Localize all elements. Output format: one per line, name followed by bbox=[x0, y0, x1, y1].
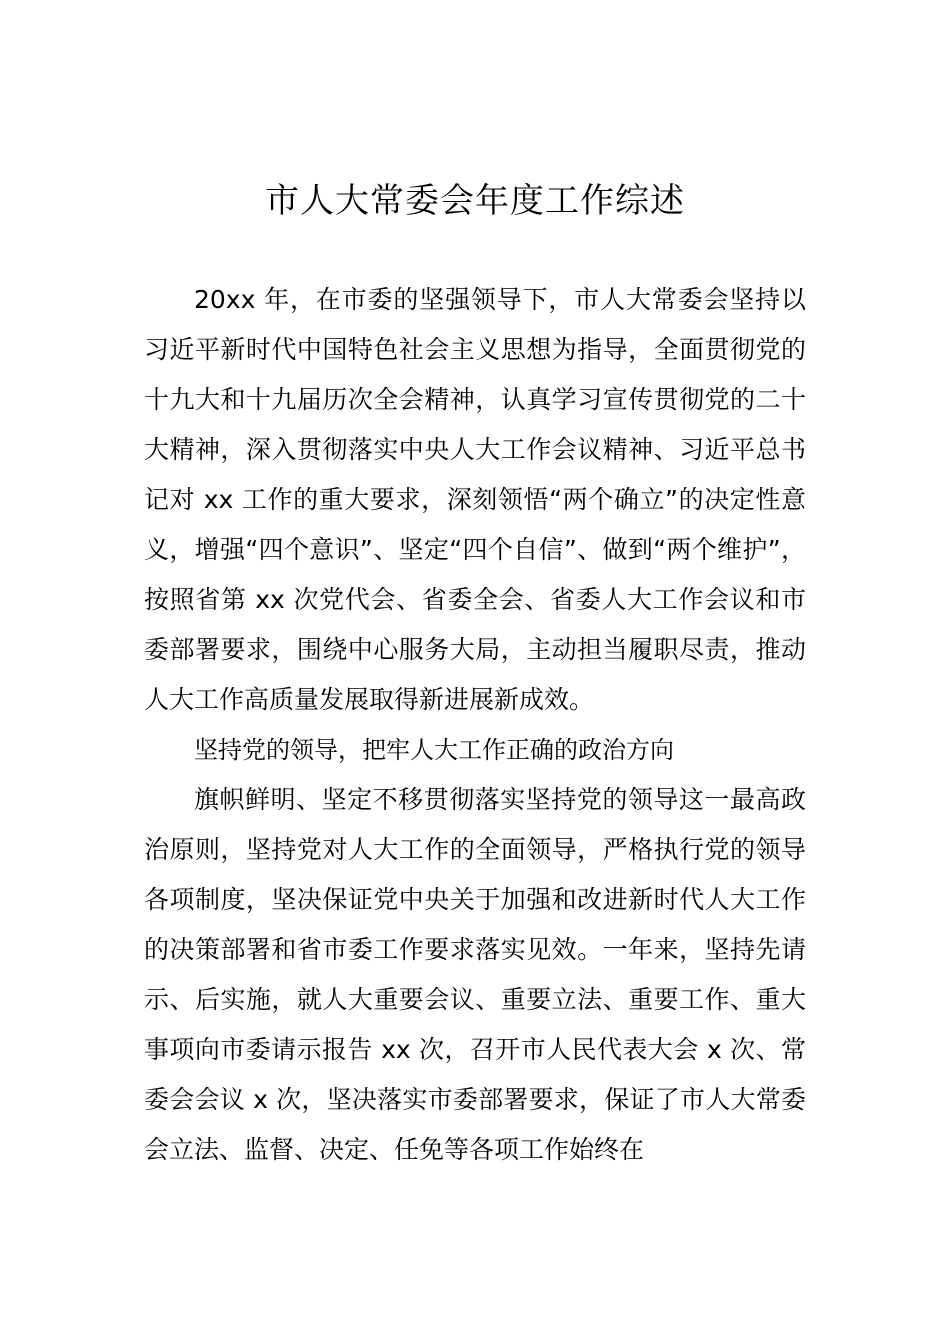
document-body bbox=[144, 275, 806, 1175]
intro-paragraph: 20xx 年，在市委的坚强领导下，市人大常委会坚持以习近平新时代中国特色社会主义思想为指导，全面贯彻党的十九大和十九届历次全会精神，认真学习宣传贯彻党的二十大精神，深入贯彻落实中央人大工作会议精神、习近平总书记对 xx 工作的重大要求，深刻领悟“两个确立”的决定性意义，增强“四个意识”、坚定“四个自信”、做到“两个维护”，按照省第 xx 次党代会、省委全会、省委人大工作会议和市委部署要求，围绕中心服务大局，主动担当履职尽责，推动人大工作高质量发展取得新进展新成效。 bbox=[144, 285, 806, 714]
document-title: 市人大常委会年度工作综述 bbox=[265, 181, 685, 221]
section-heading: 坚持党的领导，把牢人大工作正确的政治方向 bbox=[194, 736, 674, 764]
section-paragraph: 旗帜鲜明、坚定不移贯彻落实坚持党的领导这一最高政治原则，坚持党对人大工作的全面领导，严格执行党的领导各项制度，坚决保证党中央关于加强和改进新时代人大工作的决策部署和省市委工作要求落实见效。一年来，坚持先请示、后实施，就人大重要会议、重要立法、重要工作、重大事项向市委请示报告 xx 次，召开市人民代表大会 x 次、常委会会议 x 次，坚决落实市委部署要求，保证了市人大常委会立法、监督、决定、任免等各项工作始终在 bbox=[144, 785, 806, 1164]
